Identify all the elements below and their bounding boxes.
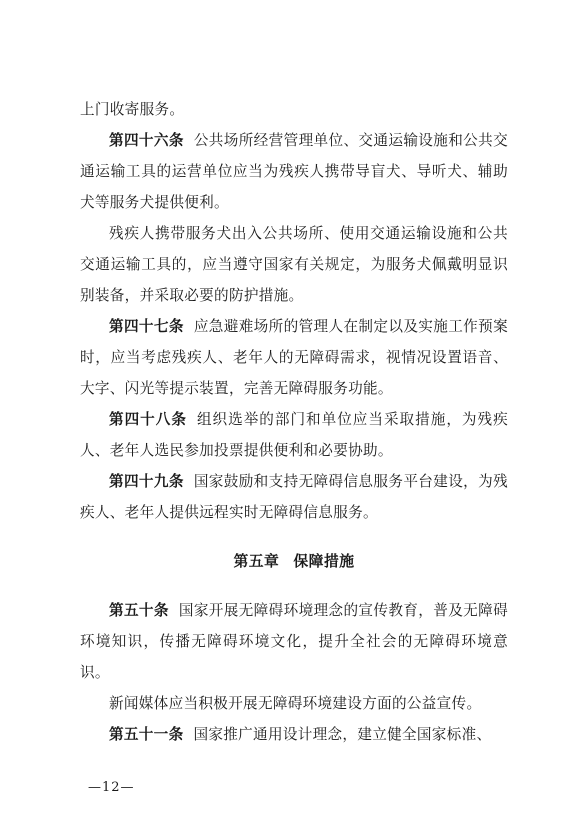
paragraph-text: 残疾人携带服务犬出入公共场所、使用交通运输设施和公共交通运输工具的，应当遵守国家有关规定，为服务犬佩戴明显识别装备，并采取必要的防护措施。 <box>80 225 508 304</box>
page-number: —12— <box>88 780 135 795</box>
chapter-title: 保障措施 <box>293 553 355 570</box>
paragraph-text: 上门收寄服务。 <box>80 101 185 118</box>
paragraph <box>80 466 508 528</box>
paragraph-text: 应急避难场所的管理人在制定以及实施工作预案时，应当考虑残疾人、老年人的无障碍需求，视情况设置语音、大字、闪光等提示装置，完善无障碍服务功能。 <box>80 318 508 397</box>
paragraph <box>80 688 508 719</box>
chapter-heading <box>80 546 508 577</box>
paragraph <box>80 595 508 688</box>
paragraph <box>80 94 508 125</box>
article-number: 第四十九条 <box>109 473 184 490</box>
article-block-bottom <box>80 595 508 750</box>
article-number: 第四十七条 <box>109 318 184 335</box>
paragraph-text: 公共场所经营管理单位、交通运输设施和公共交通运输工具的运营单位应当为残疾人携带导盲犬、导听犬、辅助犬等服务犬提供便利。 <box>80 132 508 211</box>
paragraph-text: 组织选举的部门和单位应当采取措施，为残疾人、老年人选民参加投票提供便利和必要协助。 <box>80 411 508 459</box>
paragraph <box>80 311 508 404</box>
paragraph <box>80 404 508 466</box>
paragraph-text: 国家开展无障碍环境理念的宣传教育，普及无障碍环境知识，传播无障碍环境文化，提升全社会的无障碍环境意识。 <box>80 602 508 681</box>
paragraph <box>80 125 508 218</box>
paragraph <box>80 719 508 750</box>
paragraph-text: 国家推广通用设计理念，建立健全国家标准、 <box>193 726 492 743</box>
paragraph-text: 新闻媒体应当积极开展无障碍环境建设方面的公益宣传。 <box>109 695 482 712</box>
chapter-number: 第五章 <box>233 553 280 570</box>
article-number: 第五十条 <box>109 602 169 619</box>
document-page <box>80 94 508 750</box>
paragraph <box>80 218 508 311</box>
paragraph-text: 国家鼓励和支持无障碍信息服务平台建设，为残疾人、老年人提供远程实时无障碍信息服务。 <box>80 473 508 521</box>
article-block-top <box>80 94 508 528</box>
article-number: 第四十八条 <box>109 411 187 428</box>
article-number: 第五十一条 <box>109 726 184 743</box>
article-number: 第四十六条 <box>109 132 184 149</box>
